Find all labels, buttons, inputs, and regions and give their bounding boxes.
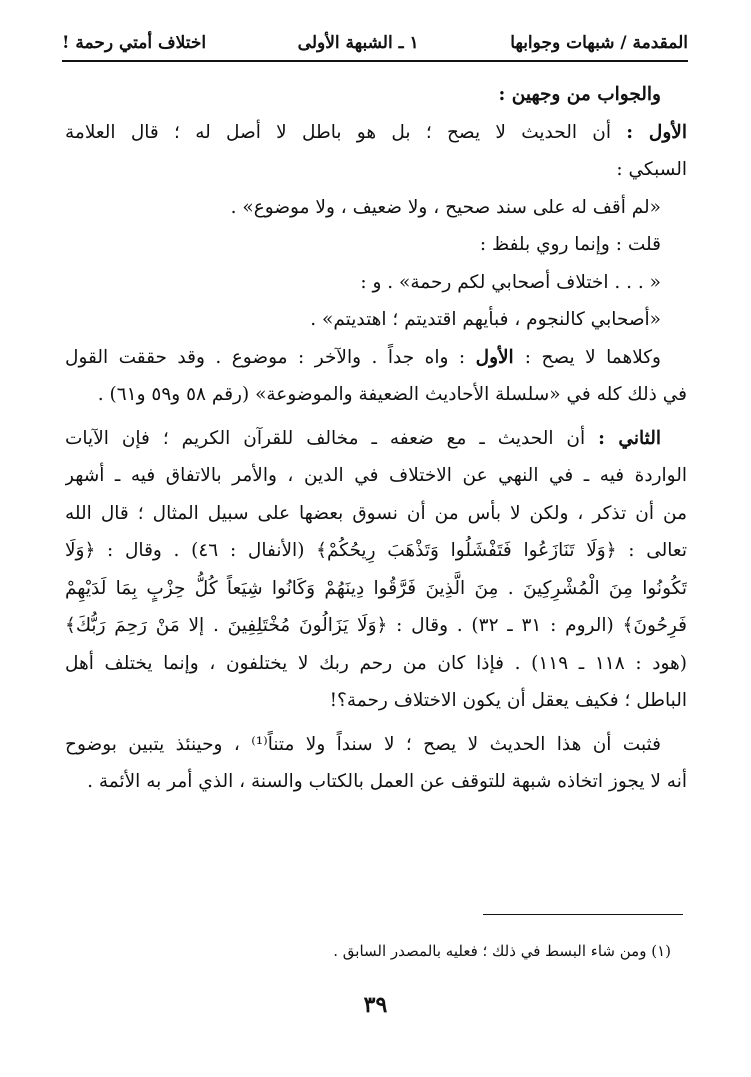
text-line: أنه لا يجوز اتخاذه شبهة للتوقف عن العمل بالكتاب والسنة ، الذي أمر به الأئمة . — [87, 771, 687, 792]
verse-line: تعالى : ﴿وَلَا تَنَازَعُوا فَتَفْشَلُوا وَتَذْهَبَ رِيحُكُمْ﴾ (الأنفال : ٤٦) . وقال : ﴿وَلَا — [65, 540, 687, 561]
text-run-bold: الأول — [475, 346, 525, 368]
main-text — [65, 76, 687, 801]
text-line: قلت : وإنما روي بلفظ : — [479, 234, 661, 255]
footnote-separator — [483, 914, 683, 915]
running-header — [62, 26, 688, 62]
text-run: أن الحديث لا يصح ؛ بل هو باطل لا أصل له ؛ قال العلامة — [65, 121, 627, 143]
verse-line: فَرِحُونَ﴾ (الروم : ٣١ ـ ٣٢) . وقال : ﴿وَلَا يَزَالُونَ مُخْتَلِفِينَ . إلا مَنْ رَحِمَ رَبُّكَ﴾ — [65, 615, 687, 636]
header-section-title: المقدمة / شبهات وجوابها — [510, 33, 688, 53]
text-line: (هود : ١١٨ ـ ١١٩) . فإذا كان من رحم ربك لا يختلفون ، وإنما يختلف أهل — [65, 652, 687, 674]
quote-line: «أصحابي كالنجوم ، فبأيهم اقتديتم ؛ اهتديتم» . — [310, 309, 661, 330]
text-run: وكلاهما لا يصح : — [524, 346, 661, 368]
text-line — [65, 420, 687, 458]
verse-line: تَكُونُوا مِنَ الْمُشْرِكِينَ . مِنَ الَّذِينَ فَرَّقُوا دِينَهُمْ وَكَانُوا شِيَعاً كُلُّ حِزْبٍ بِمَا لَدَيْهِمْ — [65, 577, 687, 599]
header-chapter-title: ١ ـ الشبهة الأولى — [297, 33, 419, 53]
quote-line: «لم أقف له على سند صحيح ، ولا ضعيف ، ولا موضوع» . — [230, 196, 661, 218]
text-run: : واه جداً . والآخر : موضوع . وقد حققت القول — [65, 346, 476, 368]
text-line — [65, 339, 687, 377]
text-line: من أن تذكر ، ولكن لا بأس من أن نسوق بعضها على سبيل المثال ؛ قال الله — [65, 502, 687, 524]
page-number: ٣٩ — [363, 992, 388, 1018]
text-line: الواردة فيه ـ في النهي عن الاختلاف في الدين ، والأمر بالاتفاق فيه ـ أشهر — [65, 465, 687, 486]
quote-line: « . . . اختلاف أصحابي لكم رحمة» . و : — [360, 271, 661, 293]
footnote: (١) ومن شاء البسط في ذلك ؛ فعليه بالمصدر السابق . — [333, 942, 671, 960]
header-topic-title: اختلاف أمتي رحمة ! — [62, 33, 207, 53]
text-line: في ذلك كله في «سلسلة الأحاديث الضعيفة والموضوعة» (رقم ٥٨ و٥٩ و٦١) . — [97, 384, 687, 405]
first-point-label: الأول : — [626, 121, 687, 143]
text-line: والجواب من وجهين : — [498, 84, 661, 105]
text-line: فثبت أن هذا الحديث لا يصح ؛ لا سنداً ولا متناً⁽¹⁾ ، وحينئذ يتبين بوضوح — [65, 733, 661, 755]
text-line — [65, 114, 687, 152]
text-run: أن الحديث ـ مع ضعفه ـ مخالف للقرآن الكريم ؛ فإن الآيات — [65, 427, 599, 449]
text-line: السبكي : — [616, 159, 687, 180]
text-line: الباطل ؛ فكيف يعقل أن يكون الاختلاف رحمة؟! — [329, 690, 687, 711]
second-point-label: الثاني : — [598, 427, 661, 449]
